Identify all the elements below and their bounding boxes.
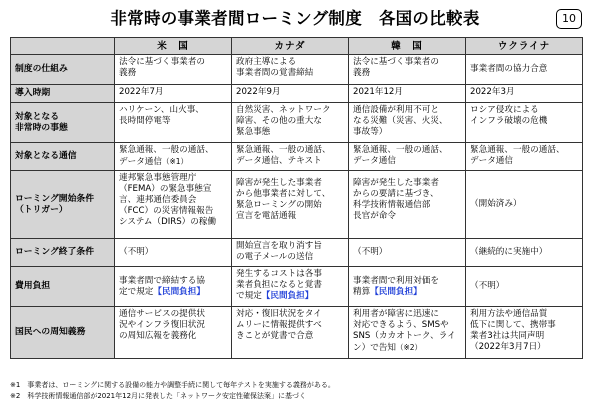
row-label: 対象となる通信	[11, 143, 115, 171]
cell-us: 2022年7月	[115, 85, 232, 103]
comparison-table	[10, 37, 583, 359]
cell-korea: 障害が発生した事業者 からの要請に基づき、 科学技術情報通信部 長官が命令	[349, 171, 466, 239]
header-canada: カナダ	[232, 38, 349, 55]
cell-canada: 障害が発生した事業者 から他事業者に対して、 緊急ローミングの開始 宣言を電話通報	[232, 171, 349, 239]
cell-us: ハリケーン、山火事、 長時間停電等	[115, 103, 232, 143]
cell-korea: 利用者が障害に迅速に 対応できるよう、SMSや SNS（カカオトーク、ライ ン）で告知（※2）	[349, 307, 466, 359]
cell-ukraine: 2022年3月	[466, 85, 583, 103]
header-corner	[11, 38, 115, 55]
cell-ukraine: （開始済み）	[466, 171, 583, 239]
cell-canada: 自然災害、ネットワーク 障害、その他の重大な 緊急事態	[232, 103, 349, 143]
row-publicity	[11, 307, 583, 359]
row-communications	[11, 143, 583, 171]
cell-canada: 緊急通報、一般の通話、 データ通信、テキスト	[232, 143, 349, 171]
row-start-condition	[11, 171, 583, 239]
footnotes	[10, 380, 585, 402]
row-mechanism	[11, 55, 583, 85]
burden-tag: 【民間負担】	[153, 286, 205, 297]
cell-ukraine: ロシア侵攻による インフラ破壊の危機	[466, 103, 583, 143]
cell-ukraine: 事業者間の協力合意	[466, 55, 583, 85]
row-end-condition	[11, 239, 583, 267]
row-label: 対象となる 非常時の事態	[11, 103, 115, 143]
cell-korea: （不明）	[349, 239, 466, 267]
cell-us: 緊急通報、一般の通話、 データ通信（※1）	[115, 143, 232, 171]
footnote-ref: （※1）	[161, 157, 189, 166]
cell-ukraine: （継続的に実施中）	[466, 239, 583, 267]
row-label: 国民への周知義務	[11, 307, 115, 359]
cell-us: （不明）	[115, 239, 232, 267]
cell-ukraine: 緊急通報、一般の通話、 データ通信	[466, 143, 583, 171]
table-header-row	[11, 38, 583, 55]
header-korea: 韓 国	[349, 38, 466, 55]
header-ukraine: ウクライナ	[466, 38, 583, 55]
footnote-1: ※1 事業者は、ローミングに関する設備の能力や調整手続に関して毎年テストを実施する義務がある。	[10, 381, 335, 389]
row-emergencies	[11, 103, 583, 143]
cell-korea: 法令に基づく事業者の 義務	[349, 55, 466, 85]
cell-korea: 緊急通報、一般の通話、 データ通信	[349, 143, 466, 171]
cell-canada: 開始宣言を取り消す旨 の電子メールの送信	[232, 239, 349, 267]
burden-tag: 【民間負担】	[261, 291, 314, 301]
row-label: 費用負担	[11, 267, 115, 307]
cell-us: 連邦緊急事態管理庁 （FEMA）の緊急事態宣 言、連邦通信委員会 （FCC）の災害情報報告 システム（DIRS）の稼働	[115, 171, 232, 239]
row-cost	[11, 267, 583, 307]
row-label: ローミング開始条件 （トリガー）	[11, 171, 115, 239]
cell-korea: 通信設備が利用不可と なる災難（災害、火災、 事故等）	[349, 103, 466, 143]
page-number: 10	[556, 9, 582, 29]
cell-us: 事業者間で締結する協 定で規定【民間負担】	[115, 267, 232, 307]
row-introduced	[11, 85, 583, 103]
cell-canada: 政府主導による 事業者間の覚書締結	[232, 55, 349, 85]
page-title: 非常時の事業者間ローミング制度 各国の比較表	[110, 9, 480, 28]
cell-ukraine: （不明）	[466, 267, 583, 307]
row-label: 制度の仕組み	[11, 55, 115, 85]
cell-ukraine: 利用方法や通信品質 低下に関して、携帯事 業者3社は共同声明 （2022年3月7日）	[466, 307, 583, 359]
cell-us: 法令に基づく事業者の 義務	[115, 55, 232, 85]
cell-canada: 対応・復旧状況をタイ ムリーに情報提供すべ きことが覚書で合意	[232, 307, 349, 359]
cell-canada: 2022年9月	[232, 85, 349, 103]
footnote-ref: （※2）	[395, 343, 423, 352]
burden-tag: 【民間負担】	[370, 286, 422, 297]
header-us: 米 国	[115, 38, 232, 55]
footnote-2: ※2 科学技術情報通信部が2021年12月に発表した「ネットワーク安定性確保法案」に基づく	[10, 392, 307, 400]
cell-korea: 2021年12月	[349, 85, 466, 103]
row-label: ローミング終了条件	[11, 239, 115, 267]
cell-korea: 事業者間で利用対価を 精算【民間負担】	[349, 267, 466, 307]
cell-us: 通信サービスの提供状 況やインフラ復旧状況 の周知広報を義務化	[115, 307, 232, 359]
cell-canada: 発生するコストは各事 業者負担になると覚書 で規定【民間負担】	[232, 267, 349, 307]
row-label: 導入時期	[11, 85, 115, 103]
